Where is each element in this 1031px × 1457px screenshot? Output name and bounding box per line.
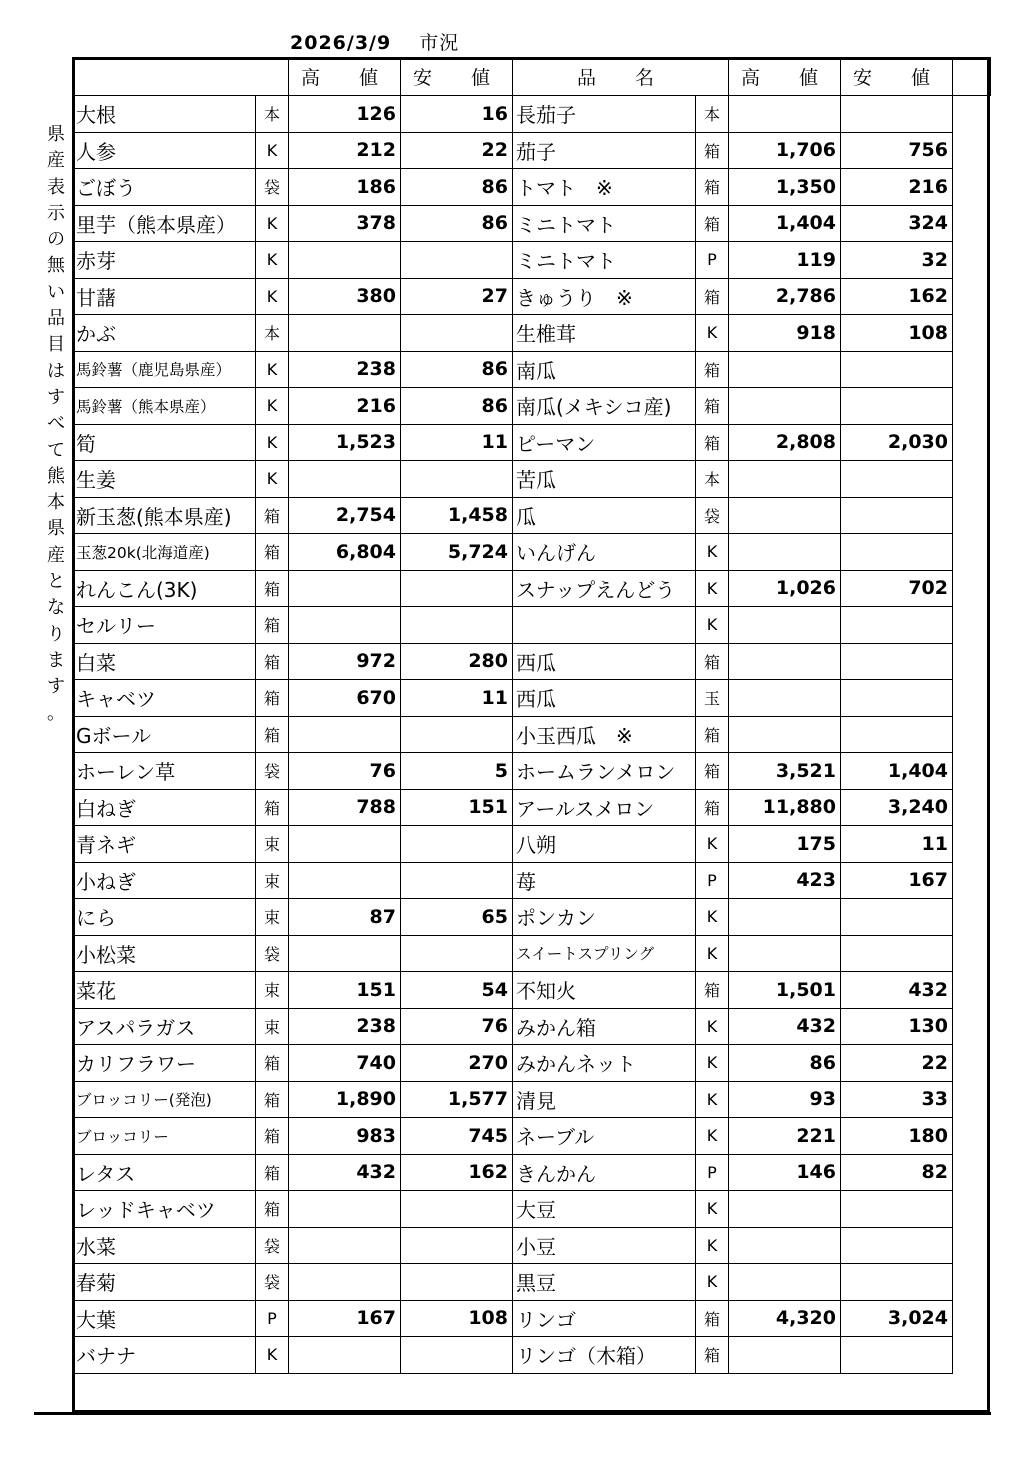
- item-unit-left: 袋: [256, 935, 289, 972]
- item-name-right: スナップえんどう: [513, 570, 696, 607]
- item-name-left: にら: [73, 899, 256, 936]
- price-low-right: 167: [841, 862, 953, 899]
- item-unit-left: 箱: [256, 607, 289, 644]
- item-unit-left: 袋: [256, 1264, 289, 1301]
- origin-note-char: 本: [47, 492, 65, 514]
- item-name-right: 苦瓜: [513, 461, 696, 498]
- price-high-left: 983: [289, 1118, 401, 1155]
- price-low-right: 2,030: [841, 424, 953, 461]
- item-unit-right: K: [696, 899, 729, 936]
- price-high-right: 1,404: [729, 205, 841, 242]
- price-high-left: 212: [289, 132, 401, 169]
- origin-note-char: 県: [47, 124, 65, 145]
- origin-note-char: は: [47, 360, 65, 382]
- price-high-left: 167: [289, 1300, 401, 1337]
- origin-note-char: な: [47, 597, 65, 619]
- item-name-right: 苺: [513, 862, 696, 899]
- item-unit-right: K: [696, 1191, 729, 1228]
- price-low-right: 130: [841, 1008, 953, 1045]
- item-name-right: 小豆: [513, 1227, 696, 1264]
- item-unit-right: 箱: [696, 424, 729, 461]
- item-name-left: 小松菜: [73, 935, 256, 972]
- origin-note-char: 熊: [47, 465, 65, 487]
- price-high-right: 146: [729, 1154, 841, 1191]
- price-high-right: 4,320: [729, 1300, 841, 1337]
- price-high-left: 788: [289, 789, 401, 826]
- price-low-left: 86: [401, 205, 513, 242]
- origin-note-char: り: [47, 623, 65, 645]
- item-unit-right: 箱: [696, 716, 729, 753]
- item-name-left: 赤芽: [73, 242, 256, 279]
- item-name-left: かぶ: [73, 315, 256, 352]
- origin-note-char: の: [47, 229, 65, 251]
- item-unit-left: 箱: [256, 643, 289, 680]
- price-high-right: 432: [729, 1008, 841, 1045]
- item-name-right: きんかん: [513, 1154, 696, 1191]
- item-unit-right: 箱: [696, 169, 729, 206]
- item-name-right: スイートスプリング: [513, 935, 696, 972]
- item-name-right: 瓜: [513, 497, 696, 534]
- item-unit-right: K: [696, 935, 729, 972]
- price-low-right: 162: [841, 278, 953, 315]
- item-unit-right: 箱: [696, 753, 729, 790]
- price-high-left: 380: [289, 278, 401, 315]
- item-unit-right: K: [696, 607, 729, 644]
- price-high-right: 1,501: [729, 972, 841, 1009]
- item-unit-right: 箱: [696, 1337, 729, 1374]
- price-high-right: 86: [729, 1045, 841, 1082]
- item-name-right: 生椎茸: [513, 315, 696, 352]
- price-low-left: 270: [401, 1045, 513, 1082]
- item-name-left: アスパラガス: [73, 1008, 256, 1045]
- price-low-left: 745: [401, 1118, 513, 1155]
- price-low-right: 3,024: [841, 1300, 953, 1337]
- item-unit-right: K: [696, 534, 729, 571]
- item-name-right: ポンカン: [513, 899, 696, 936]
- item-unit-left: 束: [256, 972, 289, 1009]
- item-name-right: ミニトマト: [513, 242, 696, 279]
- price-low-left: 27: [401, 278, 513, 315]
- item-name-right: ミニトマト: [513, 205, 696, 242]
- price-high-right: 11,880: [729, 789, 841, 826]
- item-name-right: 小玉西瓜 ※: [513, 716, 696, 753]
- price-high-right: 1,350: [729, 169, 841, 206]
- item-unit-left: K: [256, 132, 289, 169]
- item-name-left: 生姜: [73, 461, 256, 498]
- price-low-left: 108: [401, 1300, 513, 1337]
- item-unit-left: 箱: [256, 716, 289, 753]
- item-name-right: 清見: [513, 1081, 696, 1118]
- price-low-left: 280: [401, 643, 513, 680]
- price-low-left: 1,458: [401, 497, 513, 534]
- item-name-left: 新玉葱(熊本県産): [73, 497, 256, 534]
- item-unit-left: 箱: [256, 789, 289, 826]
- header-high-right: 高 値: [729, 58, 841, 96]
- item-unit-right: P: [696, 1154, 729, 1191]
- item-name-right: 西瓜: [513, 643, 696, 680]
- item-name-right: 長茄子: [513, 96, 696, 133]
- item-unit-right: 本: [696, 461, 729, 498]
- price-low-left: 11: [401, 424, 513, 461]
- origin-note: [42, 122, 70, 727]
- origin-note-char: 表: [47, 176, 65, 198]
- item-unit-right: 箱: [696, 205, 729, 242]
- origin-note-char: べ: [47, 413, 65, 435]
- price-high-left: 238: [289, 1008, 401, 1045]
- item-name-right: リンゴ（木箱）: [513, 1337, 696, 1374]
- item-unit-right: 箱: [696, 972, 729, 1009]
- item-unit-right: K: [696, 826, 729, 863]
- item-name-left: 馬鈴薯（鹿児島県産）: [73, 351, 256, 388]
- price-low-right: 324: [841, 205, 953, 242]
- item-name-left: 水菜: [73, 1227, 256, 1264]
- price-low-left: 65: [401, 899, 513, 936]
- origin-note-char: 。: [47, 702, 65, 724]
- item-unit-right: K: [696, 1045, 729, 1082]
- item-name-left: 玉葱20k(北海道産): [73, 534, 256, 571]
- item-name-right: 南瓜(メキシコ産): [513, 388, 696, 425]
- item-unit-left: 束: [256, 862, 289, 899]
- item-unit-left: 本: [256, 315, 289, 352]
- item-unit-right: K: [696, 1118, 729, 1155]
- price-high-right: 1,706: [729, 132, 841, 169]
- item-unit-left: 束: [256, 899, 289, 936]
- price-high-left: 432: [289, 1154, 401, 1191]
- price-low-right: 82: [841, 1154, 953, 1191]
- item-unit-right: 本: [696, 96, 729, 133]
- item-name-left: カリフラワー: [73, 1045, 256, 1082]
- price-high-right: 93: [729, 1081, 841, 1118]
- price-low-right: 180: [841, 1118, 953, 1155]
- item-name-left: ブロッコリー: [73, 1118, 256, 1155]
- price-high-right: 3,521: [729, 753, 841, 790]
- price-low-left: 151: [401, 789, 513, 826]
- price-high-left: 1,523: [289, 424, 401, 461]
- item-name-left: 大葉: [73, 1300, 256, 1337]
- item-name-right: ピーマン: [513, 424, 696, 461]
- item-unit-left: K: [256, 461, 289, 498]
- price-high-left: 740: [289, 1045, 401, 1082]
- origin-note-char: 目: [47, 334, 65, 356]
- price-high-left: 972: [289, 643, 401, 680]
- item-name-right: ホームランメロン: [513, 753, 696, 790]
- item-name-left: キャベツ: [73, 680, 256, 717]
- item-unit-left: 束: [256, 826, 289, 863]
- header-high-left: 高 値: [289, 58, 401, 96]
- item-name-left: 人参: [73, 132, 256, 169]
- item-unit-left: K: [256, 242, 289, 279]
- item-unit-left: K: [256, 278, 289, 315]
- price-low-left: 86: [401, 169, 513, 206]
- item-name-right: みかんネット: [513, 1045, 696, 1082]
- item-unit-left: K: [256, 388, 289, 425]
- origin-note-char: 無: [47, 255, 65, 277]
- origin-note-char: て: [47, 439, 65, 461]
- origin-note-char: と: [47, 571, 65, 593]
- price-high-right: 423: [729, 862, 841, 899]
- item-unit-right: K: [696, 1081, 729, 1118]
- price-low-right: 33: [841, 1081, 953, 1118]
- market-label: 市況: [419, 32, 460, 54]
- item-unit-right: K: [696, 570, 729, 607]
- price-low-right: 756: [841, 132, 953, 169]
- item-name-left: 馬鈴薯（熊本県産）: [73, 388, 256, 425]
- price-low-left: 16: [401, 96, 513, 133]
- item-unit-right: P: [696, 242, 729, 279]
- origin-note-char: い: [47, 281, 65, 303]
- item-unit-left: 箱: [256, 1154, 289, 1191]
- item-unit-left: 箱: [256, 1045, 289, 1082]
- price-high-right: 119: [729, 242, 841, 279]
- price-high-right: 1,026: [729, 570, 841, 607]
- item-unit-left: 箱: [256, 1191, 289, 1228]
- price-low-right: 22: [841, 1045, 953, 1082]
- item-name-left: 菜花: [73, 972, 256, 1009]
- price-high-left: 238: [289, 351, 401, 388]
- item-name-left: 里芋（熊本県産）: [73, 205, 256, 242]
- item-name-right: 大豆: [513, 1191, 696, 1228]
- header-name-right: 品 名: [513, 58, 729, 96]
- item-name-right: 茄子: [513, 132, 696, 169]
- report-title: [290, 28, 459, 55]
- origin-note-char: ま: [47, 649, 65, 671]
- item-name-right: いんげん: [513, 534, 696, 571]
- item-name-left: 白菜: [73, 643, 256, 680]
- item-unit-right: 箱: [696, 278, 729, 315]
- origin-note-char: 示: [47, 202, 65, 224]
- item-name-right: きゅうり ※: [513, 278, 696, 315]
- item-unit-left: K: [256, 205, 289, 242]
- price-high-left: 126: [289, 96, 401, 133]
- price-low-right: 108: [841, 315, 953, 352]
- item-unit-right: P: [696, 862, 729, 899]
- item-name-right: ネーブル: [513, 1118, 696, 1155]
- origin-note-char: 産: [47, 150, 65, 172]
- item-unit-right: K: [696, 1264, 729, 1301]
- price-low-right: 3,240: [841, 789, 953, 826]
- item-name-right: みかん箱: [513, 1008, 696, 1045]
- price-low-left: 11: [401, 680, 513, 717]
- item-name-left: 白ねぎ: [73, 789, 256, 826]
- item-name-left: セルリー: [73, 607, 256, 644]
- item-unit-left: 箱: [256, 534, 289, 571]
- item-unit-right: 箱: [696, 132, 729, 169]
- origin-note-char: 県: [47, 518, 65, 540]
- item-name-right: 八朔: [513, 826, 696, 863]
- price-low-right: 32: [841, 242, 953, 279]
- item-unit-left: 箱: [256, 1081, 289, 1118]
- price-high-right: 221: [729, 1118, 841, 1155]
- price-high-left: 2,754: [289, 497, 401, 534]
- item-name-right: 西瓜: [513, 680, 696, 717]
- bottom-rule: [34, 1412, 991, 1415]
- item-name-left: ホーレン草: [73, 753, 256, 790]
- item-unit-right: 箱: [696, 643, 729, 680]
- item-name-left: レタス: [73, 1154, 256, 1191]
- item-name-left: ブロッコリー(発泡): [73, 1081, 256, 1118]
- item-unit-right: K: [696, 1008, 729, 1045]
- item-unit-right: 箱: [696, 789, 729, 826]
- header-low-left: 安 値: [401, 58, 513, 96]
- price-low-left: 5: [401, 753, 513, 790]
- price-high-left: 1,890: [289, 1081, 401, 1118]
- origin-note-char: 品: [47, 308, 65, 330]
- price-high-left: 670: [289, 680, 401, 717]
- price-high-left: 76: [289, 753, 401, 790]
- item-unit-right: K: [696, 1227, 729, 1264]
- price-low-left: 76: [401, 1008, 513, 1045]
- item-unit-right: 玉: [696, 680, 729, 717]
- price-low-left: 5,724: [401, 534, 513, 571]
- item-name-left: 筍: [73, 424, 256, 461]
- table-frame: [72, 57, 990, 1413]
- price-high-left: 151: [289, 972, 401, 1009]
- report-date: 2026/3/9: [290, 32, 392, 54]
- price-low-left: 162: [401, 1154, 513, 1191]
- price-low-right: 11: [841, 826, 953, 863]
- item-unit-left: 箱: [256, 1118, 289, 1155]
- price-high-right: 2,808: [729, 424, 841, 461]
- item-unit-left: K: [256, 1337, 289, 1374]
- origin-note-char: す: [47, 676, 65, 698]
- item-unit-left: 袋: [256, 1227, 289, 1264]
- item-name-left: 甘藷: [73, 278, 256, 315]
- item-name-right: 黒豆: [513, 1264, 696, 1301]
- price-low-right: 702: [841, 570, 953, 607]
- price-low-left: 22: [401, 132, 513, 169]
- price-high-left: 378: [289, 205, 401, 242]
- price-high-right: 2,786: [729, 278, 841, 315]
- item-unit-right: 箱: [696, 351, 729, 388]
- item-unit-left: 束: [256, 1008, 289, 1045]
- price-low-left: 1,577: [401, 1081, 513, 1118]
- price-low-right: 216: [841, 169, 953, 206]
- item-unit-right: 箱: [696, 1300, 729, 1337]
- item-unit-left: 箱: [256, 570, 289, 607]
- item-name-left: 大根: [73, 96, 256, 133]
- price-high-right: 918: [729, 315, 841, 352]
- item-unit-right: 箱: [696, 388, 729, 425]
- item-name-left: 春菊: [73, 1264, 256, 1301]
- price-low-left: 86: [401, 388, 513, 425]
- price-high-right: 175: [729, 826, 841, 863]
- price-low-left: 86: [401, 351, 513, 388]
- item-unit-left: P: [256, 1300, 289, 1337]
- item-name-left: 小ねぎ: [73, 862, 256, 899]
- item-name-left: れんこん(3K): [73, 570, 256, 607]
- item-name-right: トマト ※: [513, 169, 696, 206]
- item-unit-right: 袋: [696, 497, 729, 534]
- item-unit-left: 箱: [256, 497, 289, 534]
- item-unit-right: K: [696, 315, 729, 352]
- item-name-right: 不知火: [513, 972, 696, 1009]
- item-name-left: 青ネギ: [73, 826, 256, 863]
- item-unit-left: K: [256, 351, 289, 388]
- item-name-left: レッドキャベツ: [73, 1191, 256, 1228]
- item-unit-left: 箱: [256, 680, 289, 717]
- item-name-left: Gボール: [73, 716, 256, 753]
- price-high-left: 6,804: [289, 534, 401, 571]
- item-name-left: バナナ: [73, 1337, 256, 1374]
- header-low-right: 安 値: [841, 58, 953, 96]
- item-unit-left: 本: [256, 96, 289, 133]
- origin-note-char: す: [47, 386, 65, 408]
- item-unit-left: K: [256, 424, 289, 461]
- price-high-left: 216: [289, 388, 401, 425]
- price-low-left: 54: [401, 972, 513, 1009]
- item-name-left: ごぼう: [73, 169, 256, 206]
- item-name-right: リンゴ: [513, 1300, 696, 1337]
- price-low-right: 1,404: [841, 753, 953, 790]
- item-name-right: 南瓜: [513, 351, 696, 388]
- price-low-right: 432: [841, 972, 953, 1009]
- price-high-left: 186: [289, 169, 401, 206]
- item-unit-left: 袋: [256, 753, 289, 790]
- item-unit-left: 袋: [256, 169, 289, 206]
- price-high-left: 87: [289, 899, 401, 936]
- origin-note-char: 産: [47, 544, 65, 566]
- item-name-right: アールスメロン: [513, 789, 696, 826]
